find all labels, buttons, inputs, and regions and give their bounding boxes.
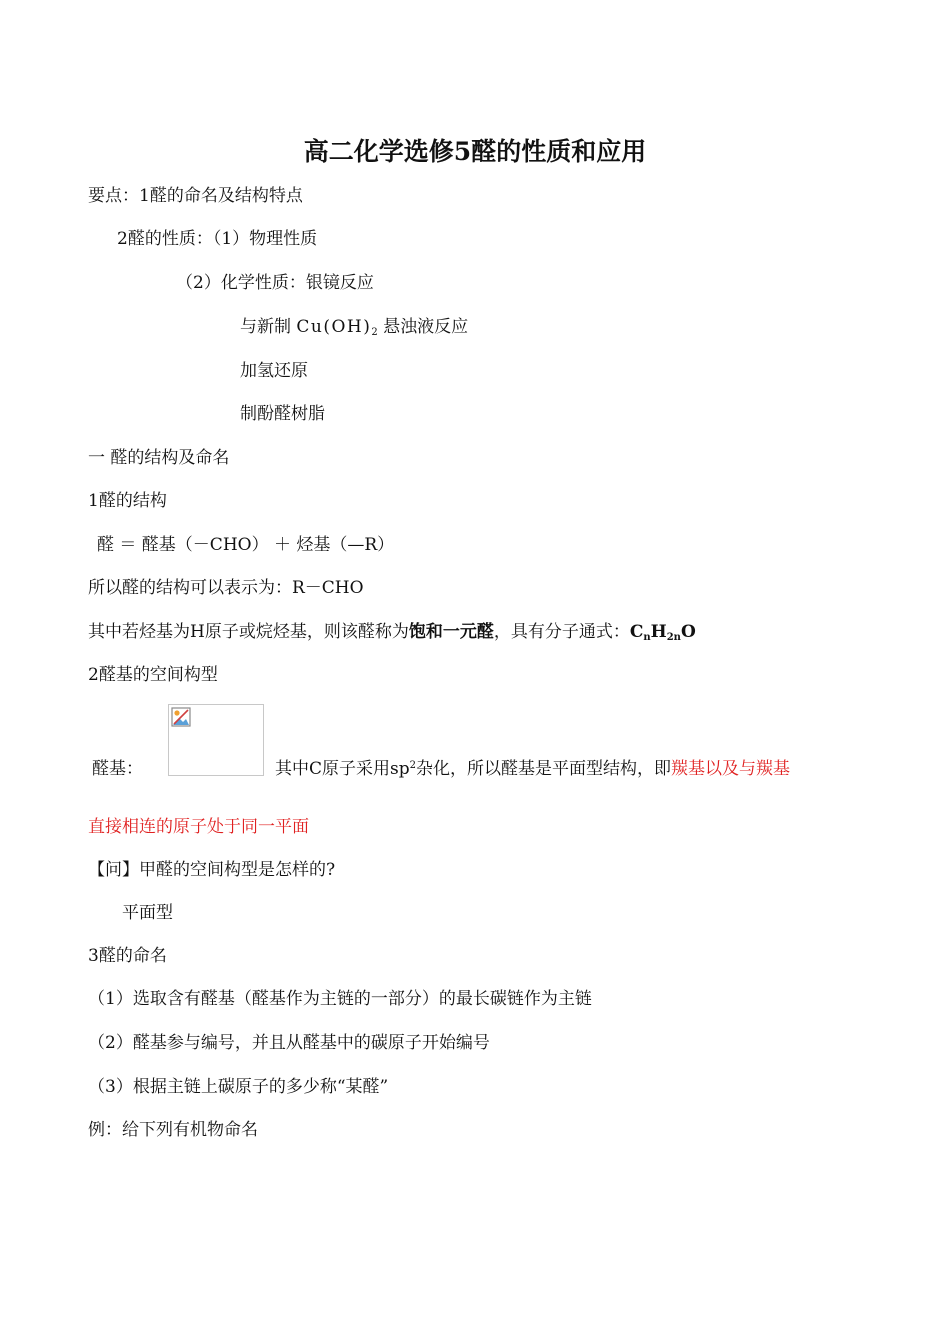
subsection-heading-naming: 3醛的命名	[88, 946, 167, 966]
general-formula	[630, 622, 696, 642]
naming-rule-2: （2）醛基参与编号，并且从醛基中的碳原子开始编号	[88, 1033, 490, 1053]
saturated-aldehyde-line	[88, 621, 696, 643]
formula-o: O	[680, 622, 696, 642]
saturated-mid: ，具有分子通式：	[493, 622, 630, 642]
section-heading-1: 一 醛的结构及命名	[88, 448, 230, 468]
formula-2n: 2n	[666, 632, 681, 643]
highlight-carbonyl-1: 羰基以及与羰基	[671, 759, 790, 779]
outline-line-5: 加氢还原	[240, 361, 308, 381]
highlight-carbonyl-2: 直接相连的原子处于同一平面	[88, 817, 309, 837]
hybridization-pre: 其中C原子采用sp	[275, 759, 410, 779]
structure-representation: 所以醛的结构可以表示为：R－CHO	[88, 578, 364, 598]
broken-image-icon	[171, 707, 191, 727]
aldehyde-equation: 醛 ＝ 醛基（－CHO） ＋ 烃基（—R）	[97, 535, 395, 555]
subsection-heading-geometry: 2醛基的空间构型	[88, 665, 218, 685]
outline-line-4-pre: 与新制	[240, 317, 291, 337]
aldehyde-group-label: 醛基：	[92, 759, 143, 779]
subsection-heading-structure: 1醛的结构	[88, 491, 167, 511]
question-formaldehyde: 【问】甲醛的空间构型是怎样的?	[88, 860, 336, 880]
outline-line-6: 制酚醛树脂	[240, 404, 325, 424]
copper-hydroxide-formula: Cu(OH)	[296, 317, 372, 337]
aldehyde-structure-image	[168, 704, 264, 776]
hybridization-post: 杂化，所以醛基是平面型结构，即	[416, 759, 671, 779]
hybridization-line	[275, 758, 790, 780]
outline-line-3: （2）化学性质：银镜反应	[176, 273, 374, 293]
example-prompt: 例：给下列有机物命名	[88, 1120, 258, 1140]
hybridization-sup: 2	[409, 760, 416, 771]
document-title: 高二化学选修5醛的性质和应用	[303, 137, 647, 166]
answer-formaldehyde: 平面型	[122, 903, 173, 923]
naming-rule-3: （3）根据主链上碳原子的多少称“某醛”	[88, 1077, 389, 1097]
naming-rule-1: （1）选取含有醛基（醛基作为主链的一部分）的最长碳链作为主链	[88, 989, 592, 1009]
formula-subscript: 2	[371, 327, 378, 338]
outline-line-2: 2醛的性质：（1）物理性质	[117, 229, 318, 249]
saturated-term: 饱和一元醛	[408, 622, 494, 642]
formula-h: H	[650, 622, 667, 642]
outline-line-4-post: 悬浊液反应	[383, 317, 469, 337]
outline-line-1: 要点：1醛的命名及结构特点	[88, 186, 303, 206]
formula-c: C	[629, 622, 644, 642]
formula-n: n	[643, 632, 651, 643]
saturated-pre: 其中若烃基为H原子或烷烃基，则该醛称为	[88, 622, 409, 642]
outline-line-4	[240, 316, 468, 338]
